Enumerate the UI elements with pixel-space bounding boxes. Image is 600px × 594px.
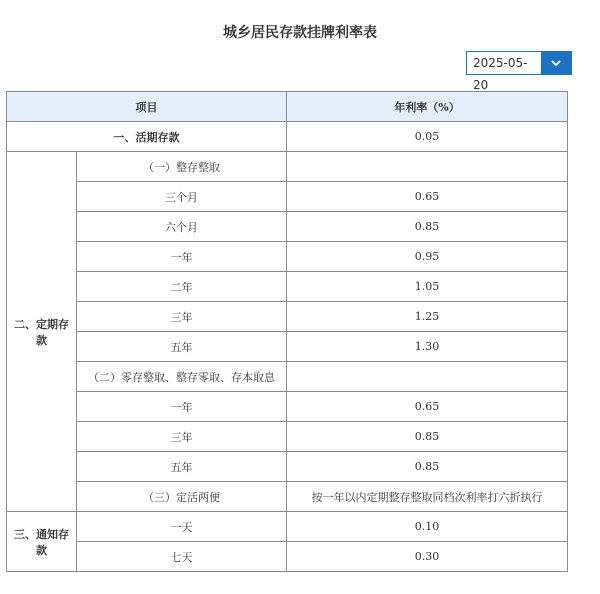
- demand-label: 一、活期存款: [7, 122, 287, 152]
- rate-cell: 0.85: [287, 212, 568, 242]
- subcategory-label: （二）零存整取、整存零取、存本取息: [77, 362, 287, 392]
- rate-cell: [287, 362, 568, 392]
- table-row: [7, 152, 568, 182]
- term-cell: 一天: [77, 512, 287, 542]
- subcategory-label: （三）定活两便: [77, 482, 287, 512]
- term-cell: 二年: [77, 272, 287, 302]
- rate-cell: 0.85: [287, 422, 568, 452]
- date-select-value: 2025-05-20: [473, 56, 528, 92]
- rate-cell: 0.10: [287, 512, 568, 542]
- table-row: [7, 332, 568, 362]
- table-row: [7, 422, 568, 452]
- table-row: [7, 302, 568, 332]
- term-cell: 五年: [77, 332, 287, 362]
- table-header-row: [7, 92, 568, 122]
- table-row: [7, 212, 568, 242]
- rate-cell: 0.65: [287, 182, 568, 212]
- rate-cell: 0.85: [287, 452, 568, 482]
- rate-cell: 0.65: [287, 392, 568, 422]
- table-row: [7, 482, 568, 512]
- rate-cell: 0.30: [287, 542, 568, 572]
- table-row: [7, 512, 568, 542]
- term-cell: 六个月: [77, 212, 287, 242]
- table-row: [7, 542, 568, 572]
- table-row: [7, 242, 568, 272]
- rate-table: [6, 91, 568, 572]
- rate-cell: 0.95: [287, 242, 568, 272]
- term-cell: 三年: [77, 422, 287, 452]
- term-cell: 三个月: [77, 182, 287, 212]
- term-cell: 一年: [77, 242, 287, 272]
- page-title: 城乡居民存款挂牌利率表: [223, 25, 377, 41]
- subcategory-label: （一）整存整取: [77, 152, 287, 182]
- header-rate: 年利率（%）: [287, 92, 568, 122]
- term-cell: 七天: [77, 542, 287, 572]
- notice-deposit-label: 三、通知存款: [7, 512, 77, 572]
- table-row: [7, 182, 568, 212]
- table-row: [7, 362, 568, 392]
- term-cell: 三年: [77, 302, 287, 332]
- term-cell: 五年: [77, 452, 287, 482]
- rate-cell: 按一年以内定期整存整取同档次利率打六折执行: [287, 482, 568, 512]
- table-row: [7, 452, 568, 482]
- table-row: [7, 392, 568, 422]
- demand-rate: 0.05: [287, 122, 568, 152]
- time-deposit-label: 二、定期存款: [7, 152, 77, 512]
- date-select[interactable]: [466, 51, 572, 92]
- rate-cell: 1.30: [287, 332, 568, 362]
- rate-cell: 1.25: [287, 302, 568, 332]
- table-row: [7, 122, 568, 152]
- rate-cell: 1.05: [287, 272, 568, 302]
- date-select-button[interactable]: [541, 52, 571, 74]
- table-row: [7, 272, 568, 302]
- chevron-down-icon: [550, 57, 562, 69]
- term-cell: 一年: [77, 392, 287, 422]
- header-item: 项目: [7, 92, 287, 122]
- rate-cell: [287, 152, 568, 182]
